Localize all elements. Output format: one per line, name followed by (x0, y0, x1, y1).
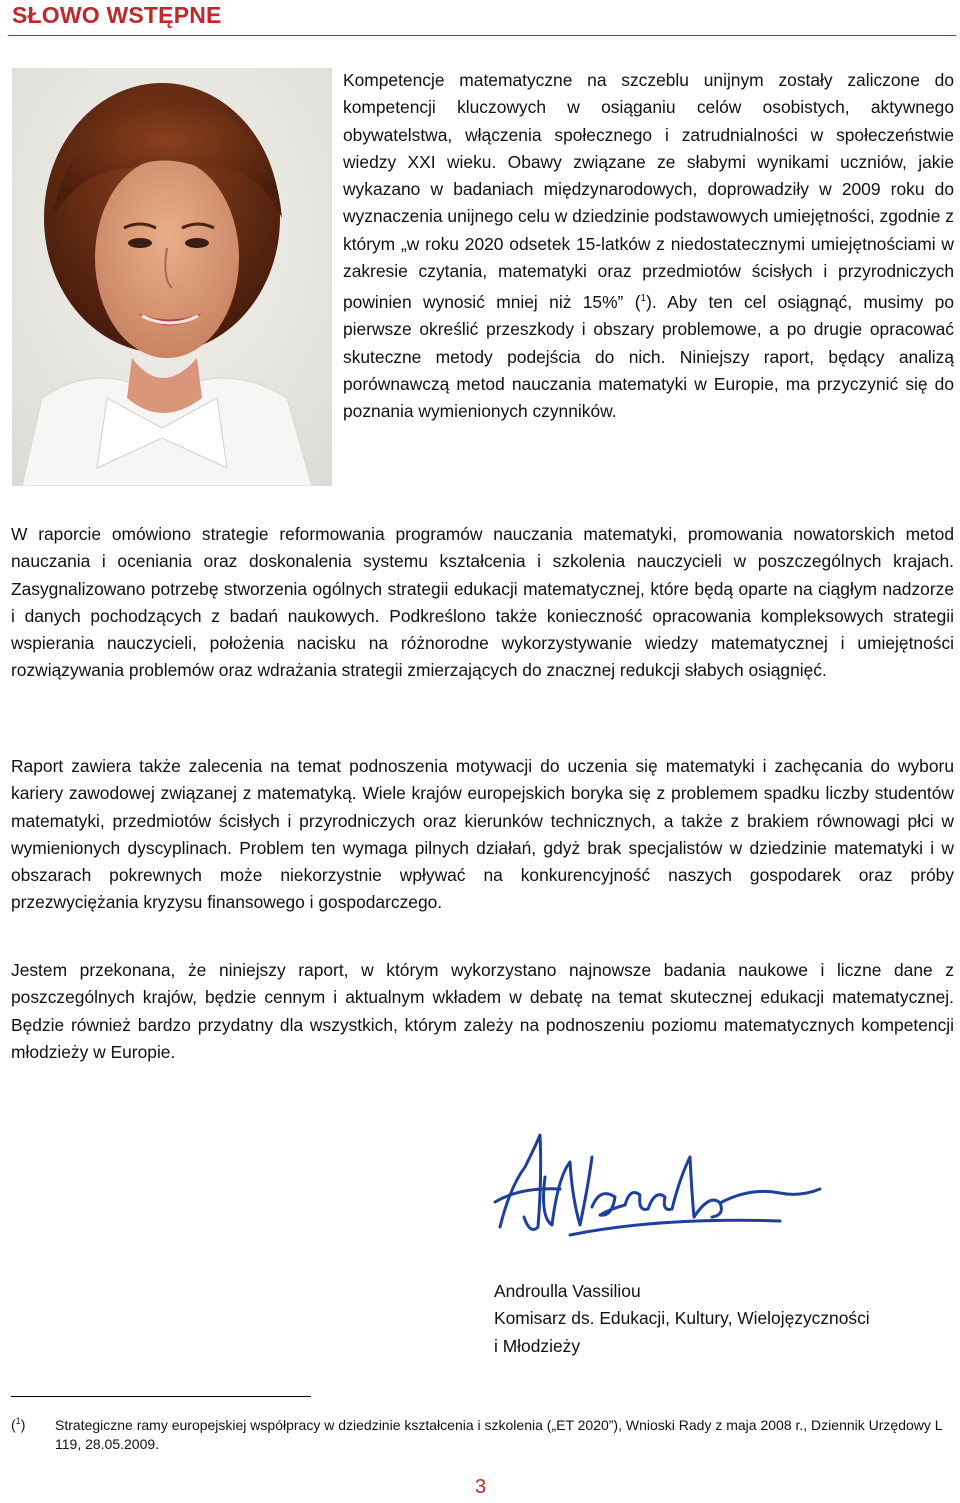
page-heading: SŁOWO WSTĘPNE (12, 2, 222, 28)
portrait-photo (12, 68, 332, 486)
signatory-title-line1: Komisarz ds. Edukacji, Kultury, Wielojęzyczności (494, 1308, 870, 1329)
footnote-reference[interactable]: 1 (640, 293, 647, 305)
footnote-number: 1 (15, 1416, 21, 1426)
signatory-title-line2: i Młodzieży (494, 1335, 581, 1356)
intro-text-part2: ). Aby ten cel osiągnąć, musimy po pierwsze określić przeszkody i obszary problemowe, a po drugie opracować skuteczne metody podejścia do nich. Niniejszy raport, będący analizą porównawczą metod nauczania matematyki w Europie, ma przyczynić się do poznania wymienionych czynników. (343, 292, 954, 422)
page-number: 3 (475, 1476, 487, 1498)
footnote-marker (11, 1416, 25, 1433)
handwritten-signature (480, 1117, 858, 1262)
footnote-close-paren: ) (20, 1416, 26, 1433)
footnote-text: Strategiczne ramy europejskiej współpracy w dziedzinie kształcenia i szkolenia („ET 2020”), Wnioski Rady z maja 2008 r., Dziennik Urzędowy L 119, 28.05.2009. (55, 1417, 943, 1452)
footnote-separator (11, 1396, 311, 1397)
heading-rule (8, 35, 956, 36)
signatory-block (494, 1278, 870, 1360)
body-paragraph-2: Raport zawiera także zalecenia na temat podnoszenia motywacji do uczenia się matematyki i zachęcania do wyboru kariery zawodowej związanej z matematyką. Wiele krajów europejskich boryka się z problemem spadku liczby studentów matematyki, przedmiotów ścisłych i przyrodniczych oraz kierunków technicznych, a także z brakiem równowagi płci w wymienionych dyscyplinach. Problem ten wymaga pilnych działań, gdyż brak specjalistów w dziedzinie matematyki i w obszarach pokrewnych może niekorzystnie wpływać na konkurencyjność naszych gospodarek oraz próby przezwyciężania kryzysu finansowego i gospodarczego. (11, 756, 954, 913)
intro-text-part1: Kompetencje matematyczne na szczeblu unijnym zostały zaliczone do kompetencji kluczowych w osiąganiu celów osobistych, aktywnego obywatelstwa, włączenia społecznego i zatrudnialności w społeczeństwie wiedzy XXI wieku. Obawy związane ze słabymi wynikami uczniów, jakie wykazano w badaniach międzynarodowych, doprowadziły w 2009 roku do wyznaczenia unijnego celu w dziedzinie podstawowych umiejętności, zgodnie z którym „w roku 2020 odsetek 15-latków z niedostatecznymi umiejętnościami w zakresie czytania, matematyki oraz przedmiotów ścisłych i przyrodniczych powinien wynosić mniej niż 15%” ( (343, 70, 954, 313)
body-paragraph-1: W raporcie omówiono strategie reformowania programów nauczania matematyki, promowania nowatorskich metod nauczania i oceniania oraz doskonalenia systemu kształcenia i szkolenia nauczycieli w poszczególnych krajach. Zasygnalizowano potrzebę stworzenia ogólnych strategii edukacji matematycznej, które będą oparte na ciągłym nadzorze i danych pochodzących z badań naukowych. Podkreślono także konieczność opracowania kompleksowych strategii wspierania nauczycieli, położenia nacisku na różnorodne wykorzystywanie wiedzy matematycznej i umiejętności rozwiązywania problemów oraz wdrażania strategii zmierzających do znacznej redukcji słabych osiągnięć. (11, 524, 954, 681)
intro-paragraph (343, 67, 954, 426)
signatory-name: Androulla Vassiliou (494, 1281, 641, 1301)
body-paragraph-3: Jestem przekonana, że niniejszy raport, w którym wykorzystano najnowsze badania naukowe i liczne dane z poszczególnych krajów, będzie cennym i aktualnym wkładem w debatę na temat skutecznej edukacji matematycznej. Będzie również bardzo przydatny dla wszystkich, którym zależy na podnoszeniu poziomu matematycznych kompetencji młodzieży w Europie. (11, 960, 954, 1062)
footnote-open-paren: ( (11, 1416, 16, 1433)
